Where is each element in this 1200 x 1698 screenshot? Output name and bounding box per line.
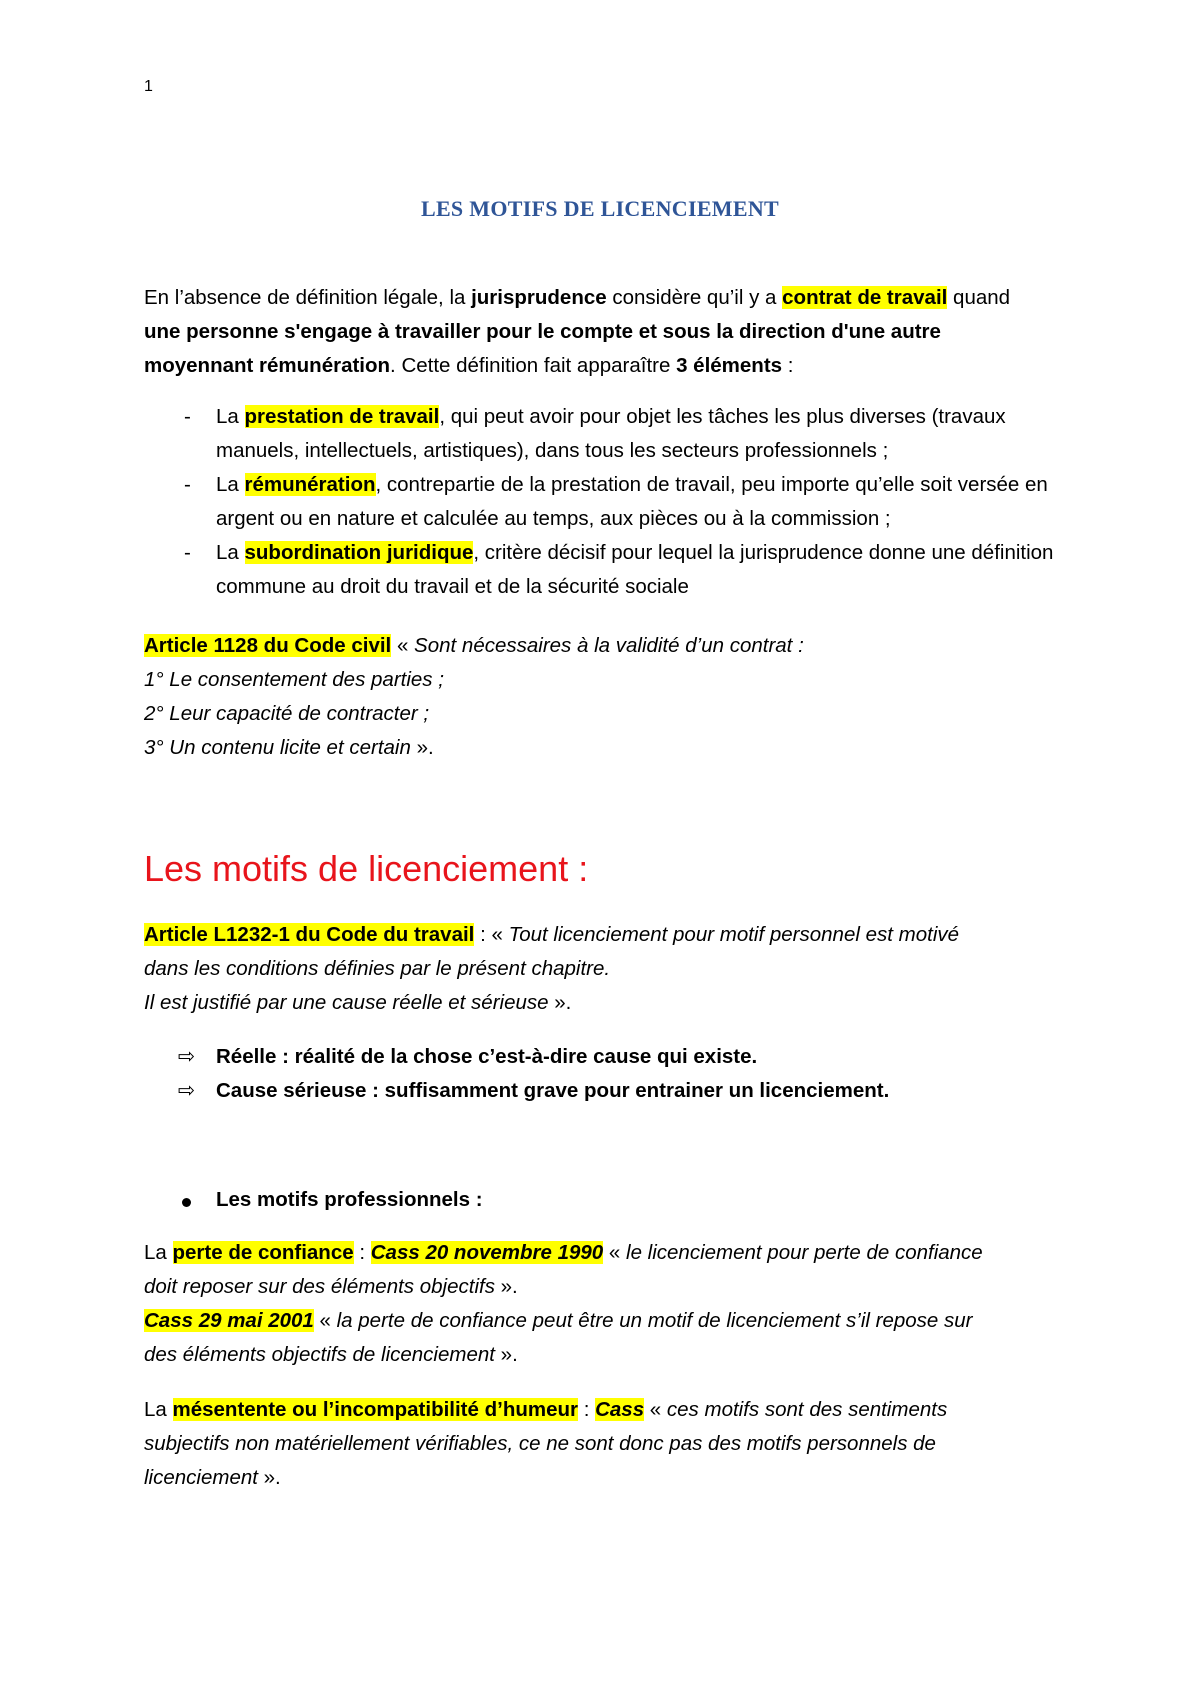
article-l1232-quote: Article L1232-1 du Code du travail : « Tout licenciement pour motif personnel est motivé dans les conditions définies par le présent chapitre. Il est justifié par une cause réelle et sérieuse ». [144, 923, 960, 1014]
bullet-icon [182, 1198, 191, 1207]
article-1128-ref: Article 1128 du Code civil [144, 634, 392, 657]
mesentente-highlight: mésentente ou l’incompatibilité d’humeur [172, 1398, 578, 1421]
criteria-list [144, 1040, 1074, 1108]
cass-ref: Cass [595, 1398, 645, 1421]
cass-2001-ref: Cass 29 mai 2001 [144, 1309, 314, 1332]
list-item: ⇨ Cause sérieuse : suffisamment grave pour entrainer un licenciement. [144, 1074, 1074, 1108]
article-1128-quote: Article 1128 du Code civil « Sont nécessaires à la validité d’un contrat : 1° Le consentement des parties ; 2° Leur capacité de contracter ; 3° Un contenu licite et certain ». [144, 634, 804, 759]
professional-motifs-heading: Les motifs professionnels : [144, 1183, 1074, 1217]
subordination-highlight: subordination juridique [244, 541, 474, 564]
perte-de-confiance-highlight: perte de confiance [172, 1241, 354, 1264]
list-item: - La subordination juridique, critère décisif pour lequel la jurisprudence donne une définition commune au droit du travail et de la sécurité sociale [184, 541, 1054, 598]
three-elements: 3 éléments [676, 354, 783, 377]
page-number: 1 [144, 78, 153, 95]
list-item: - La prestation de travail, qui peut avoir pour objet les tâches les plus diverses (travaux manuels, intellectuels, artistiques), dans tous les secteurs professionnels ; [184, 405, 1006, 462]
document-title: LES MOTIFS DE LICENCIEMENT [420, 196, 780, 221]
arrow-icon: ⇨ [178, 1045, 196, 1068]
mesentente-paragraph: La mésentente ou l’incompatibilité d’humeur : Cass « ces motifs sont des sentiments subjectifs non matériellement vérifiables, ce ne sont donc pas des motifs personnels de licenciement ». [144, 1398, 948, 1489]
article-l1232-ref: Article L1232-1 du Code du travail [144, 923, 475, 946]
intro-paragraph: En l’absence de définition légale, la jurisprudence considère qu’il y a contrat de travail quand une personne s'engage à travailler pour le compte et sous la direction d'une autre moyennant rémunération. Cette définition fait apparaître 3 éléments : [144, 286, 1011, 377]
jurisprudence-term: jurisprudence [471, 286, 607, 309]
remuneration-highlight: rémunération [244, 473, 376, 496]
contrat-de-travail-highlight: contrat de travail [782, 286, 948, 309]
list-item: - La rémunération, contrepartie de la prestation de travail, peu importe qu’elle soit versée en argent ou en nature et calculée au temps, aux pièces ou à la commission ; [184, 473, 1048, 530]
elements-list [144, 400, 1074, 604]
perte-de-confiance-paragraph: La perte de confiance : Cass 20 novembre 1990 « le licenciement pour perte de confiance doit reposer sur des éléments objectifs ». Cass 29 mai 2001 « la perte de confiance peut être un motif de licenciement s’il repose sur des éléments objectifs de licenciement ». [144, 1241, 983, 1366]
list-item: ⇨ Réelle : réalité de la chose c’est-à-dire cause qui existe. [144, 1040, 1074, 1074]
intro-definition-line: une personne s'engage à travailler pour le compte et sous la direction d'une autre [144, 320, 941, 343]
cass-1990-ref: Cass 20 novembre 1990 [370, 1241, 604, 1264]
prestation-highlight: prestation de travail [244, 405, 440, 428]
section-heading: Les motifs de licenciement : [144, 848, 589, 889]
arrow-icon: ⇨ [178, 1079, 196, 1102]
